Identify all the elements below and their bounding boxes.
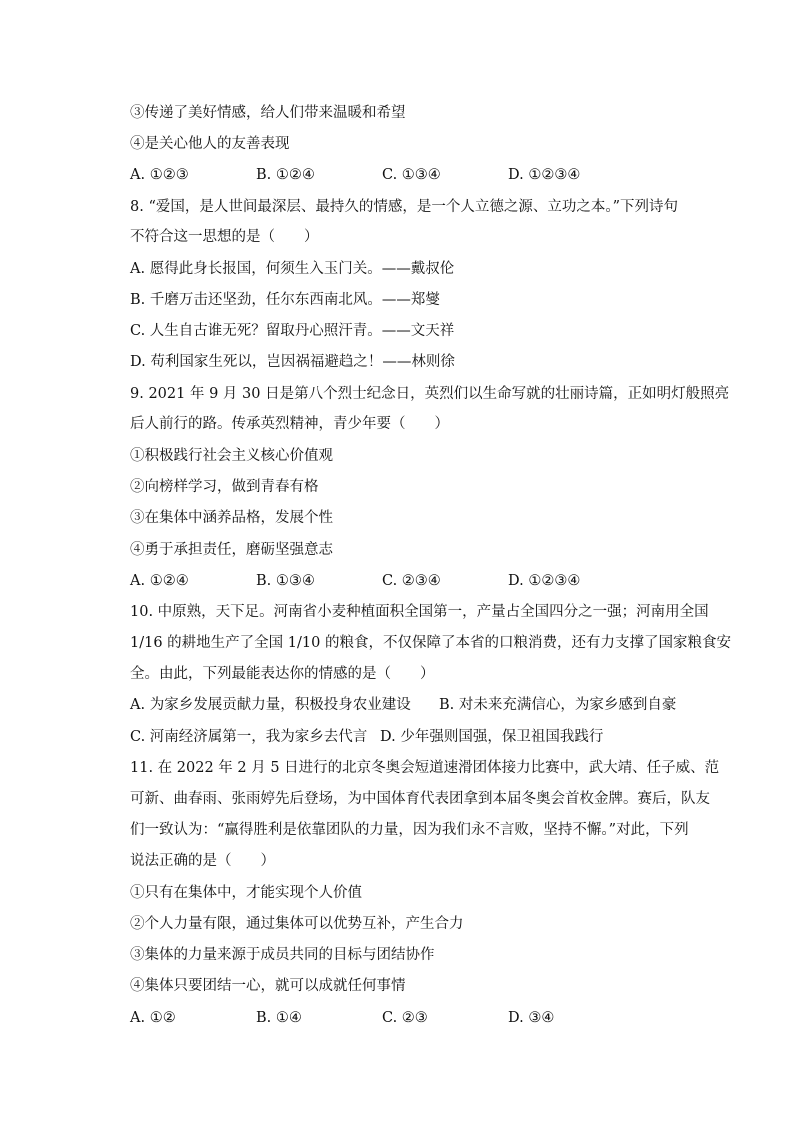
q11-option-b: B. ①④ (256, 1010, 302, 1026)
q11-option-d: D. ③④ (508, 1010, 555, 1026)
q11-statement-4: ④集体只要团结一心，就可以成就任何事情 (130, 978, 406, 994)
q11-statement-2: ②个人力量有限，通过集体可以优势互补，产生合力 (130, 916, 464, 932)
q11-option-c: C. ②③ (382, 1010, 428, 1026)
q8-option-c: C. 人生自古谁无死？留取丹心照汗青。——文天祥 (130, 323, 455, 339)
q8-stem-line-1: 8. “爱国，是人世间最深层、最持久的情感，是一个人立德之源、立功之本。”下列诗句 (130, 199, 679, 215)
q7-statement-4: ④是关心他人的友善表现 (130, 136, 290, 152)
q10-stem-line-2: 1/16 的耕地生产了全国 1/10 的粮食，不仅保障了本省的口粮消费，还有力支撑了国家粮食安 (130, 635, 731, 651)
q7-statement-3: ③传递了美好情感，给人们带来温暖和希望 (130, 105, 406, 121)
q11-stem-line-3: 们一致认为：“赢得胜利是依靠团队的力量，因为我们永不言败，坚持不懈。”对此，下列 (130, 822, 689, 838)
q9-option-b: B. ①③④ (256, 573, 315, 589)
q9-statement-4: ④勇于承担责任，磨砺坚强意志 (130, 542, 333, 558)
q9-stem-line-2: 后人前行的路。传承英烈精神，青少年要（ ） (130, 416, 449, 432)
q8-option-b: B. 千磨万击还坚劲，任尔东西南北风。——郑燮 (130, 292, 440, 308)
q9-statement-3: ③在集体中涵养品格，发展个性 (130, 510, 333, 526)
q10-option-a: A. 为家乡发展贡献力量，积极投身农业建设 (130, 697, 411, 713)
q7-option-b: B. ①②④ (256, 167, 315, 183)
q9-option-a: A. ①②④ (130, 573, 189, 589)
q10-option-c: C. 河南经济属第一，我为家乡去代言 (130, 729, 368, 745)
q9-statement-2: ②向榜样学习，做到青春有格 (130, 479, 319, 495)
q7-option-d: D. ①②③④ (508, 167, 581, 183)
q11-statement-3: ③集体的力量来源于成员共同的目标与团结协作 (130, 947, 435, 963)
q9-option-c: C. ②③④ (382, 573, 441, 589)
q11-stem-line-4: 说法正确的是（ ） (130, 853, 275, 869)
q11-statement-1: ①只有在集体中，才能实现个人价值 (130, 885, 362, 901)
q9-stem-line-1: 9. 2021 年 9 月 30 日是第八个烈士纪念日，英烈们以生命写就的壮丽诗篇，正如明灯般照亮 (130, 386, 730, 402)
q11-stem-line-2: 可新、曲春雨、张雨婷先后登场，为中国体育代表团拿到本届冬奥会首枚金牌。赛后，队友 (130, 791, 710, 807)
q11-stem-line-1: 11. 在 2022 年 2 月 5 日进行的北京冬奥会短道速滑团体接力比赛中，武大靖、任子威、范 (130, 760, 720, 776)
q8-stem-line-2: 不符合这一思想的是（ ） (130, 229, 319, 245)
q7-option-c: C. ①③④ (382, 167, 441, 183)
q10-stem-line-3: 全。由此，下列最能表达你的情感的是（ ） (130, 666, 435, 682)
q8-option-d: D. 苟利国家生死以，岂因祸福避趋之！——林则徐 (130, 354, 455, 370)
q7-option-a: A. ①②③ (130, 167, 189, 183)
q10-stem-line-1: 10. 中原熟，天下足。河南省小麦种植面积全国第一，产量占全国四分之一强；河南用全国 (130, 604, 709, 620)
q11-option-a: A. ①② (130, 1010, 176, 1026)
q9-statement-1: ①积极践行社会主义核心价值观 (130, 448, 333, 464)
q9-option-d: D. ①②③④ (508, 573, 581, 589)
q8-option-a: A. 愿得此身长报国，何须生入玉门关。——戴叔伦 (130, 261, 455, 277)
q10-option-d: D. 少年强则国强，保卫祖国我践行 (380, 729, 604, 745)
q10-option-b: B. 对未来充满信心，为家乡感到自豪 (439, 697, 677, 713)
